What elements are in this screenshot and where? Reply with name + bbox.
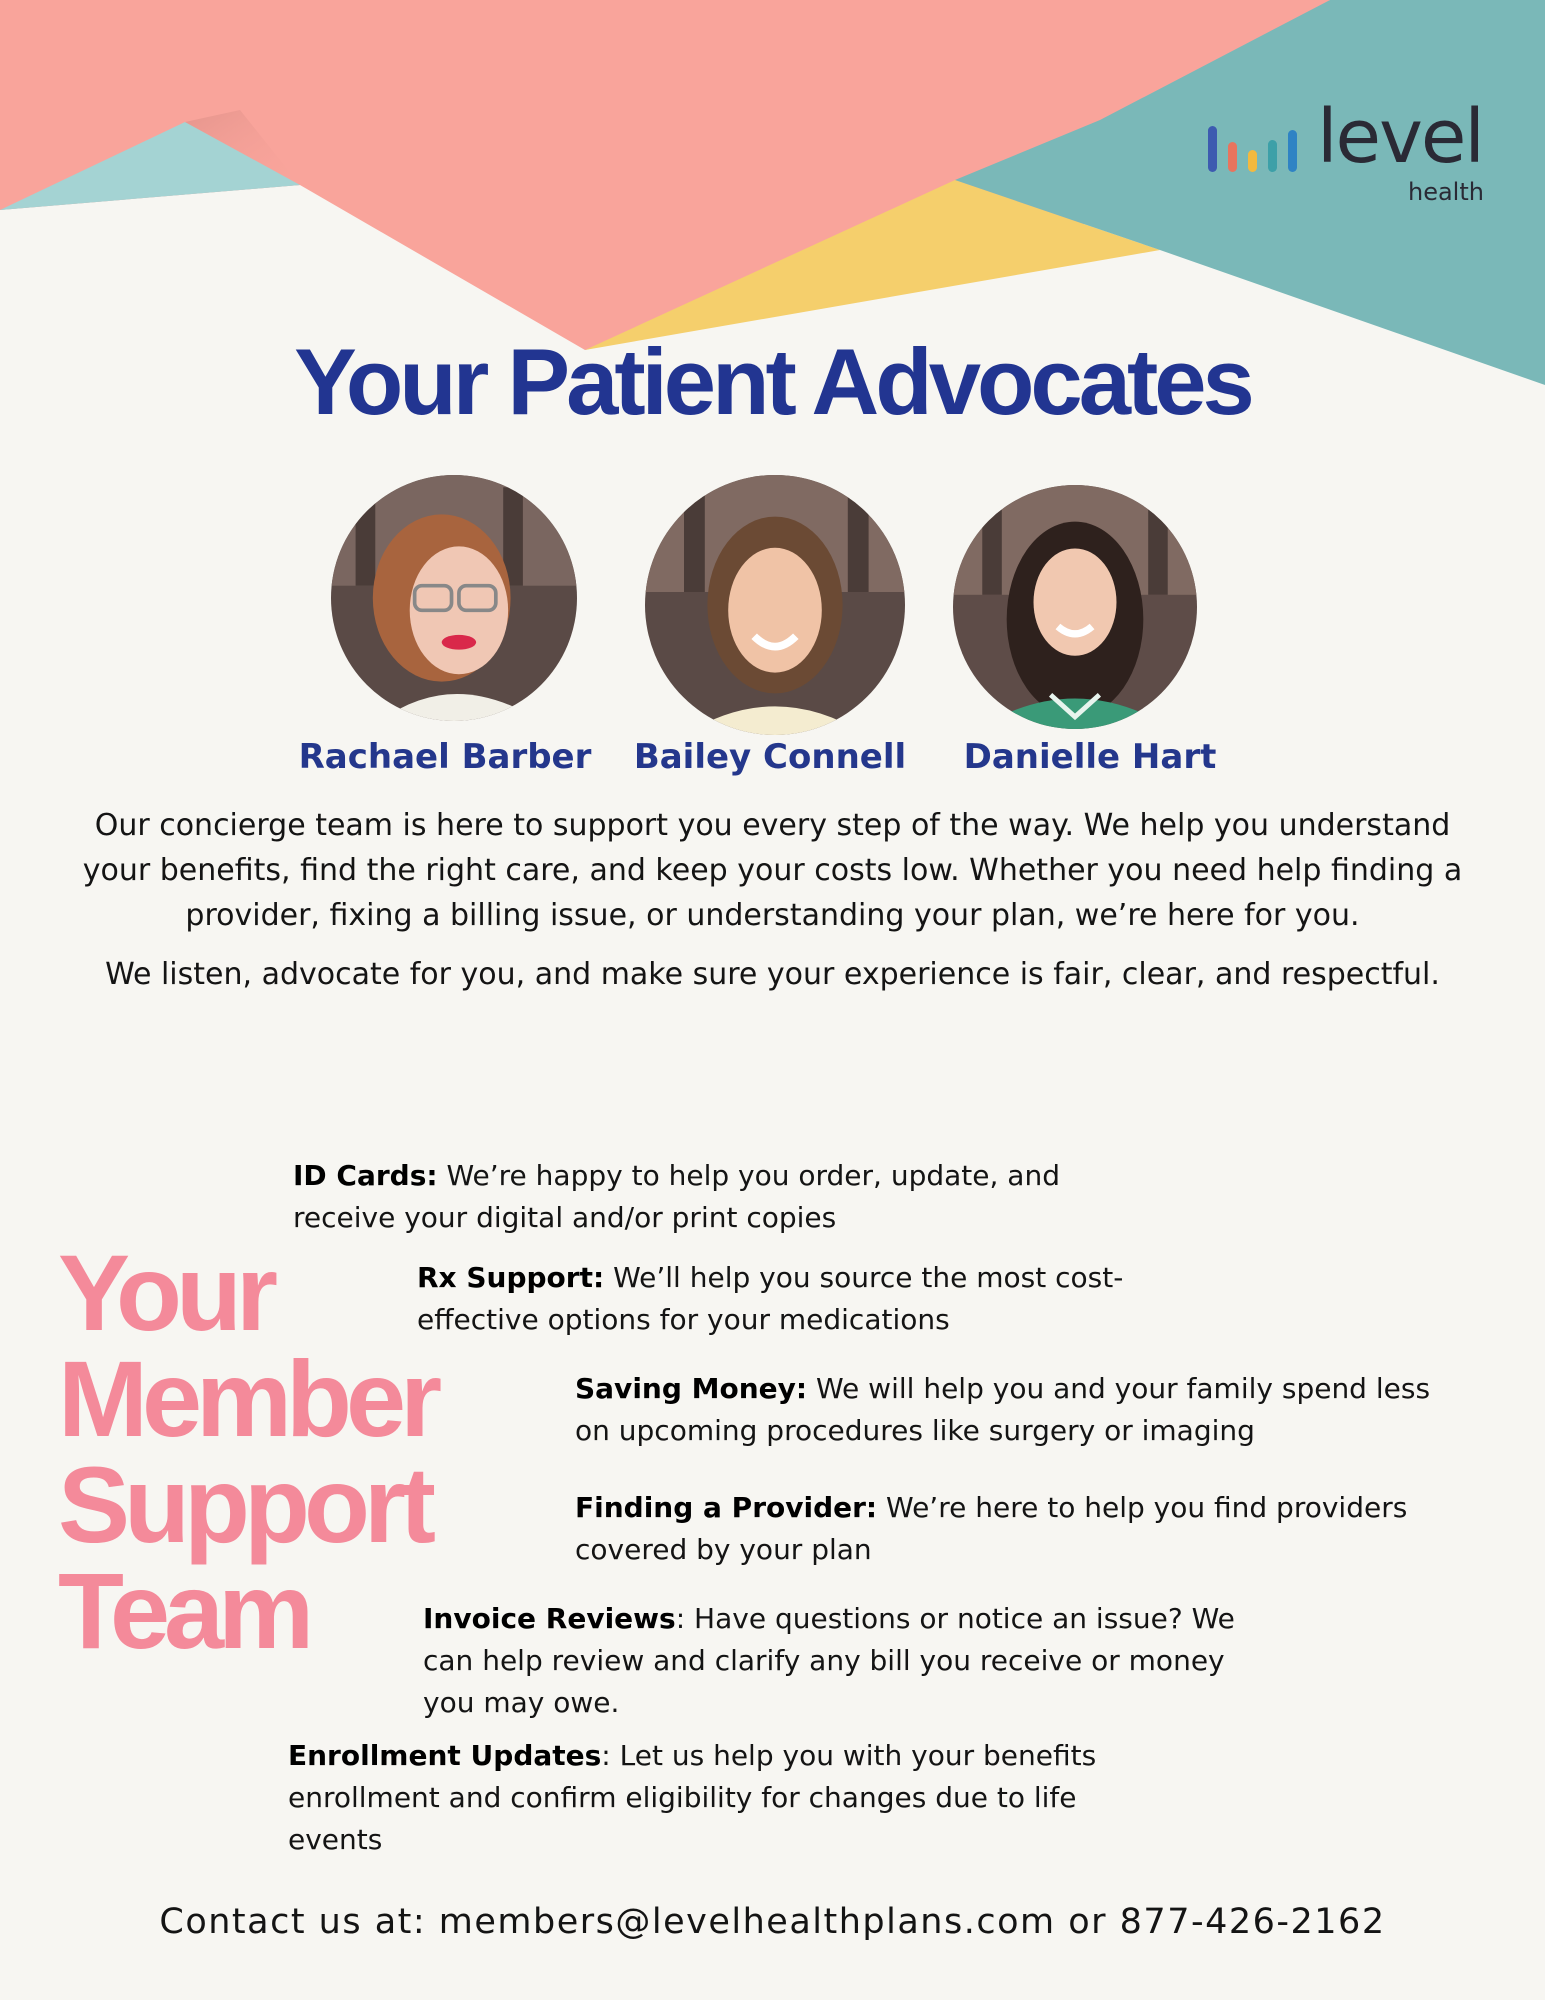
portrait-photo-icon: [645, 475, 905, 735]
logo-bar: [1268, 140, 1277, 172]
service-item-finding-provider: [575, 1487, 1475, 1571]
heading-line: Your: [58, 1232, 272, 1353]
advocate-name: Bailey Connell: [633, 737, 907, 777]
logo-bar: [1208, 126, 1217, 172]
page-title: Your Patient Advocates: [294, 329, 1251, 434]
level-health-logo: [1200, 94, 1500, 210]
service-title: Invoice Reviews: [423, 1602, 676, 1635]
contact-line: Contact us at: members@levelhealthplans.com or 877-426-2162: [159, 1902, 1386, 1942]
service-text: We’ll help you source the most cost-effective options for your medications: [417, 1261, 1124, 1336]
service-title: Saving Money:: [575, 1372, 808, 1405]
logo-bar: [1228, 142, 1237, 172]
service-text: We’re happy to help you order, update, and receive your digital and/or print copies: [293, 1159, 1060, 1234]
heading-line: Team: [58, 1550, 309, 1671]
advocate-name: Rachael Barber: [298, 737, 592, 777]
intro-paragraph: Our concierge team is here to support you every step of the way. We help you understand your benefits, find the right care, and keep your costs low. Whether you need help finding a provider, fixing a billing issue, or understanding your plan, we’re here for you.: [82, 808, 1463, 933]
heading-line: Support: [58, 1444, 430, 1565]
heading-line: Member: [58, 1338, 437, 1459]
intro-paragraph: We listen, advocate for you, and make sure your experience is fair, clear, and respectful.: [105, 957, 1440, 992]
service-text: We will help you and your family spend less on upcoming procedures like surgery or imaging: [575, 1372, 1431, 1447]
portrait-photo-icon: [953, 485, 1197, 729]
service-title: Rx Support:: [417, 1261, 605, 1294]
service-title: Finding a Provider:: [575, 1491, 878, 1524]
advocate-photo-rachael: [331, 475, 577, 721]
service-title: ID Cards:: [293, 1159, 438, 1192]
service-item-saving-money: [575, 1368, 1455, 1452]
logo-bars-icon: [1208, 124, 1308, 172]
service-item-enrollment-updates: [288, 1735, 1148, 1861]
service-text: : Let us help you with your benefits enrollment and confirm eligibility for changes due to life events: [288, 1739, 1097, 1856]
portrait-photo-icon: [331, 475, 577, 721]
logo-wordmark: level: [1317, 94, 1483, 180]
advocate-name: Danielle Hart: [963, 737, 1217, 777]
service-item-invoice-reviews: [423, 1598, 1283, 1724]
advocate-photo-bailey: [645, 475, 905, 735]
advocate-photo-danielle: [953, 485, 1197, 729]
logo-subtitle: health: [1408, 178, 1484, 206]
intro-text: [60, 803, 1485, 997]
service-title: Enrollment Updates: [288, 1739, 602, 1772]
service-text: : Have questions or notice an issue? We can help review and clarify any bill you receive or money you may owe.: [423, 1602, 1235, 1719]
service-text: We’re here to help you find providers covered by your plan: [575, 1491, 1408, 1566]
logo-bar: [1288, 130, 1297, 172]
service-item-id-cards: [293, 1155, 1143, 1239]
logo-bar: [1248, 150, 1257, 172]
service-item-rx-support: [417, 1257, 1197, 1341]
